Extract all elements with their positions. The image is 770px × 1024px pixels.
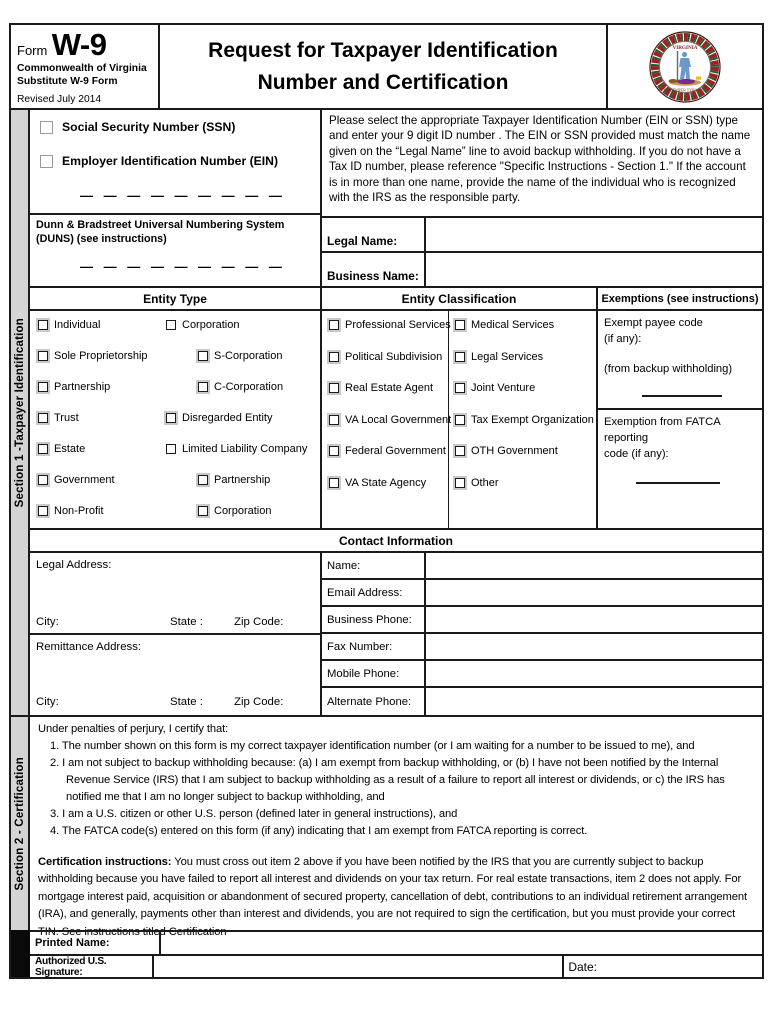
state-label: State : [170, 616, 203, 628]
city-label: City: [36, 696, 59, 708]
checkbox-icon[interactable] [455, 415, 465, 425]
classification-real-estate-agent[interactable] [329, 380, 433, 395]
certification-instructions-body: You must cross out item 2 above if you have been notified by the IRS that you are currently subject to backup withholding because you have failed to report all interest and dividends on your tax return. For real estate transactions, item 2 does not apply. For mortgage interest paid, acquisition or abandonment of secured property, cancellation of debt, contributions to an individual retirement arrangement (IRA), and generally, payments other than interest and dividends, you are not required to sign the certification, but you must provide your correct TIN. See instructions titled Certification [38, 856, 747, 938]
option-label: Federal Government [345, 444, 446, 457]
printed-name-label: Printed Name: [30, 932, 161, 954]
form-number: W-9 [51, 27, 107, 62]
legal-address-label: Legal Address: [36, 559, 112, 571]
classification-oth-government[interactable] [455, 443, 558, 458]
classification-federal-government[interactable] [329, 443, 446, 458]
entity-type-llc[interactable] [166, 441, 307, 456]
contact-row-email [322, 580, 762, 607]
checkbox-icon[interactable] [329, 415, 339, 425]
date-input[interactable] [597, 956, 762, 977]
tin-digit-blanks[interactable]: — — — — — — — — — [80, 188, 283, 203]
contact-row-business-phone [322, 607, 762, 634]
certification-item-2: 2. I am not subject to backup withholding because: (a) I am exempt from backup withholding, or (b) I have not been notified by the Internal Revenue Service (IRS) that I am subject to backup withholding as a result of a failure to report all interest or dividends, or c) the IRS has notified me that I am no longer subject to backup withholding, and [50, 757, 725, 804]
checkbox-icon[interactable] [329, 352, 339, 362]
certification-item-3: 3. I am a U.S. citizen or other U.S. person (defined later in general instructions), and [50, 808, 458, 821]
checkbox-icon[interactable] [455, 478, 465, 488]
option-label: Other [471, 476, 499, 489]
option-label: C-Corporation [214, 380, 284, 393]
exempt-payee-note: (from backup withholding) [604, 363, 733, 376]
checkbox-icon[interactable] [329, 478, 339, 488]
option-label: Professional Services [345, 318, 451, 331]
virginia-state-seal-icon [649, 31, 721, 103]
checkbox-icon[interactable] [166, 320, 176, 330]
legal-address-cell[interactable] [30, 553, 320, 635]
option-label: Government [54, 473, 115, 486]
entity-type-llc-corporation[interactable] [198, 503, 271, 518]
entity-type-non-profit[interactable] [38, 503, 104, 518]
business-name-cell[interactable] [426, 253, 762, 286]
entity-classification-header: Entity Classification [322, 288, 596, 311]
option-label: OTH Government [471, 444, 558, 457]
entity-classification-column [322, 288, 598, 530]
fax-input[interactable] [426, 634, 762, 659]
option-label: Political Subdivision [345, 350, 443, 363]
legal-name-cell[interactable] [426, 218, 762, 251]
section1-sidebar [11, 110, 30, 715]
legal-name-label: Legal Name: [322, 218, 426, 251]
option-label: VA State Agency [345, 476, 427, 489]
business-name-row [322, 253, 762, 288]
date-cell[interactable] [564, 956, 762, 977]
entity-type-corporation[interactable] [166, 317, 239, 332]
contact-row-alternate [322, 688, 762, 715]
option-label: Limited Liability Company [182, 442, 308, 455]
section1-sidebar-label: Section 1 -Taxpayer Identification [13, 317, 26, 508]
classification-professional-services[interactable] [329, 317, 451, 332]
checkbox-icon[interactable] [38, 351, 48, 361]
email-input[interactable] [426, 580, 762, 605]
entity-type-column [30, 288, 322, 530]
alternate-phone-cell[interactable] [426, 688, 762, 715]
duns-label: Dunn & Bradstreet Universal Numbering System (DUNS) (see instructions) [36, 219, 285, 246]
checkbox-icon[interactable] [38, 475, 48, 485]
option-label: S-Corporation [214, 349, 283, 362]
entity-type-individual[interactable] [38, 317, 100, 332]
exempt-payee-line2: (if any): [604, 333, 642, 346]
tin-instructions: Please select the appropriate Taxpayer Identification Number (EIN or SSN) type and enter your 9 digit ID number . The EIN or SSN provided must match the name given on the “Legal Name” line to avoid backup withholding. If you do not have a Tax ID number, please reference "Specific Instructions - Section 1." If the account is in more than one name, provide the name of the individual who is recognized with the IRS as the responsible party. [322, 110, 762, 218]
signature-label: Authorized U.S. Signature: [30, 956, 154, 977]
classification-legal-services[interactable] [455, 349, 543, 364]
fatca-line2: code (if any): [604, 448, 669, 461]
row-label: Name: [322, 553, 426, 578]
option-label: Disregarded Entity [182, 411, 273, 424]
ssn-checkbox[interactable] [40, 121, 53, 134]
option-label: Non-Profit [54, 504, 104, 517]
mobile-input[interactable] [426, 661, 762, 686]
signature-input[interactable] [154, 956, 562, 977]
option-label: Medical Services [471, 318, 555, 331]
business-name-label: Business Name: [322, 253, 426, 286]
checkbox-icon[interactable] [38, 382, 48, 392]
checkbox-icon[interactable] [38, 444, 48, 454]
form-id-block [11, 25, 160, 110]
checkbox-icon[interactable] [198, 351, 208, 361]
option-label: Sole Proprietorship [54, 349, 148, 362]
certification-item-4: 4. The FATCA code(s) entered on this form (if any) indicating that I am exempt from FATCA reporting is correct. [50, 825, 588, 838]
certification-intro: Under penalties of perjury, I certify that: [38, 723, 229, 735]
entity-type-trust[interactable] [38, 410, 79, 425]
fatca-line1: Exemption from FATCA reporting [604, 416, 721, 445]
certification-text-block [30, 715, 762, 938]
name-input[interactable] [426, 553, 762, 578]
classification-tax-exempt-organization[interactable] [455, 412, 594, 427]
option-label: Individual [54, 318, 101, 331]
signature-cell[interactable] [154, 956, 564, 977]
option-label: Joint Venture [471, 381, 536, 394]
checkbox-icon[interactable] [198, 506, 208, 516]
classification-political-subdivision[interactable] [329, 349, 442, 364]
zip-label: Zip Code: [234, 616, 284, 628]
printed-name-cell[interactable] [161, 932, 762, 954]
printed-name-input[interactable] [161, 932, 762, 954]
certification-instructions-lead: Certification instructions: [38, 856, 172, 869]
fax-cell[interactable] [426, 634, 762, 659]
city-label: City: [36, 616, 59, 628]
legal-name-input[interactable] [426, 218, 762, 251]
row-label: Alternate Phone: [322, 688, 426, 715]
form-word: Form [17, 43, 48, 58]
checkbox-icon[interactable] [166, 444, 176, 454]
duns-box [30, 215, 322, 288]
row-label: Mobile Phone: [322, 661, 426, 686]
form-title [160, 25, 608, 110]
exempt-payee-cell [598, 311, 762, 410]
ssn-option[interactable] [40, 120, 235, 134]
form-title-line2: Number and Certification [257, 70, 509, 94]
option-label: VA Local Government [345, 413, 452, 426]
seal-motto-text: SIC SEMPER TYRANNIS [663, 88, 707, 92]
section2-sidebar-label: Section 2 - Certification [13, 756, 26, 891]
business-name-input[interactable] [426, 253, 762, 286]
entity-type-disregarded-entity[interactable] [166, 410, 273, 425]
option-label: Corporation [182, 318, 240, 331]
signature-strip [11, 930, 30, 977]
tin-box [30, 110, 322, 215]
option-label: Real Estate Agent [345, 381, 434, 394]
remittance-address-label: Remittance Address: [36, 641, 142, 653]
entity-type-s-corporation[interactable] [198, 348, 282, 363]
entity-type-body [30, 311, 320, 528]
state-label: State : [170, 696, 203, 708]
ein-option[interactable] [40, 154, 278, 168]
certification-instructions [38, 854, 754, 941]
contact-row-fax [322, 634, 762, 661]
contact-phone-block [322, 553, 762, 715]
option-label: Corporation [214, 504, 272, 517]
entity-classification-body [322, 311, 596, 528]
legal-name-row [322, 218, 762, 253]
form-title-line1: Request for Taxpayer Identification [208, 39, 558, 62]
name-cell[interactable] [426, 553, 762, 578]
checkbox-icon[interactable] [166, 413, 176, 423]
duns-digit-blanks[interactable]: — — — — — — — — — [80, 259, 283, 274]
org-line2: Substitute W-9 Form [17, 75, 118, 87]
entity-type-government[interactable] [38, 472, 115, 487]
entity-type-partnership[interactable] [38, 379, 110, 394]
contact-header: Contact Information [30, 530, 762, 553]
classification-va-state-agency[interactable] [329, 475, 426, 490]
row-label: Business Phone: [322, 607, 426, 632]
date-label: Date: [568, 959, 597, 974]
org-line1: Commonwealth of Virginia [17, 63, 147, 74]
checkbox-icon[interactable] [198, 382, 208, 392]
exempt-payee-line1: Exempt payee code [604, 317, 703, 329]
classification-va-local-government[interactable] [329, 412, 451, 427]
printed-name-row [30, 930, 762, 954]
email-cell[interactable] [426, 580, 762, 605]
checkbox-icon[interactable] [38, 506, 48, 516]
fatca-cell [598, 410, 762, 528]
mobile-cell[interactable] [426, 661, 762, 686]
option-label: Estate [54, 442, 86, 455]
zip-label: Zip Code: [234, 696, 284, 708]
classification-joint-venture[interactable] [455, 380, 535, 395]
signature-row [30, 954, 762, 977]
certification-item-1: 1. The number shown on this form is my correct taxpayer identification number (or I am waiting for a number to be issued to me), and [50, 740, 695, 753]
business-phone-input[interactable] [426, 607, 762, 632]
checkbox-icon[interactable] [455, 352, 465, 362]
contact-row-name [322, 553, 762, 580]
checkbox-icon[interactable] [455, 383, 465, 393]
checkbox-icon[interactable] [38, 413, 48, 423]
entity-type-estate[interactable] [38, 441, 85, 456]
remittance-address-cell[interactable] [30, 635, 320, 713]
seal-top-text: VIRGINIA [672, 44, 698, 51]
option-label: Tax Exempt Organization [471, 413, 594, 426]
checkbox-icon[interactable] [329, 320, 339, 330]
entity-type-c-corporation[interactable] [198, 379, 283, 394]
exemptions-column [598, 288, 762, 530]
entity-type-sole-proprietorship[interactable] [38, 348, 148, 363]
w9-form [9, 23, 764, 979]
classification-medical-services[interactable] [455, 317, 554, 332]
ssn-label: Social Security Number (SSN) [62, 120, 236, 134]
checkbox-icon[interactable] [198, 475, 208, 485]
section2-sidebar [11, 715, 30, 930]
entity-type-llc-partnership[interactable] [198, 472, 270, 487]
contact-row-mobile [322, 661, 762, 688]
contact-address-block [30, 553, 322, 715]
fatca-code-blank[interactable] [636, 482, 720, 484]
business-phone-cell[interactable] [426, 607, 762, 632]
checkbox-icon[interactable] [38, 320, 48, 330]
ein-checkbox[interactable] [40, 155, 53, 168]
option-label: Legal Services [471, 350, 544, 363]
entity-type-header: Entity Type [30, 288, 320, 311]
alternate-phone-input[interactable] [426, 688, 762, 715]
checkbox-icon[interactable] [455, 320, 465, 330]
row-label: Fax Number: [322, 634, 426, 659]
exempt-payee-code-blank[interactable] [642, 395, 722, 397]
option-label: Partnership [214, 473, 271, 486]
exemptions-header: Exemptions (see instructions) [598, 288, 762, 311]
checkbox-icon[interactable] [329, 446, 339, 456]
option-label: Partnership [54, 380, 111, 393]
revision-date: Revised July 2014 [17, 94, 102, 105]
checkbox-icon[interactable] [455, 446, 465, 456]
classification-other[interactable] [455, 475, 499, 490]
seal-box [608, 25, 762, 110]
checkbox-icon[interactable] [329, 383, 339, 393]
option-label: Trust [54, 411, 79, 424]
row-label: Email Address: [322, 580, 426, 605]
ein-label: Employer Identification Number (EIN) [62, 154, 279, 168]
